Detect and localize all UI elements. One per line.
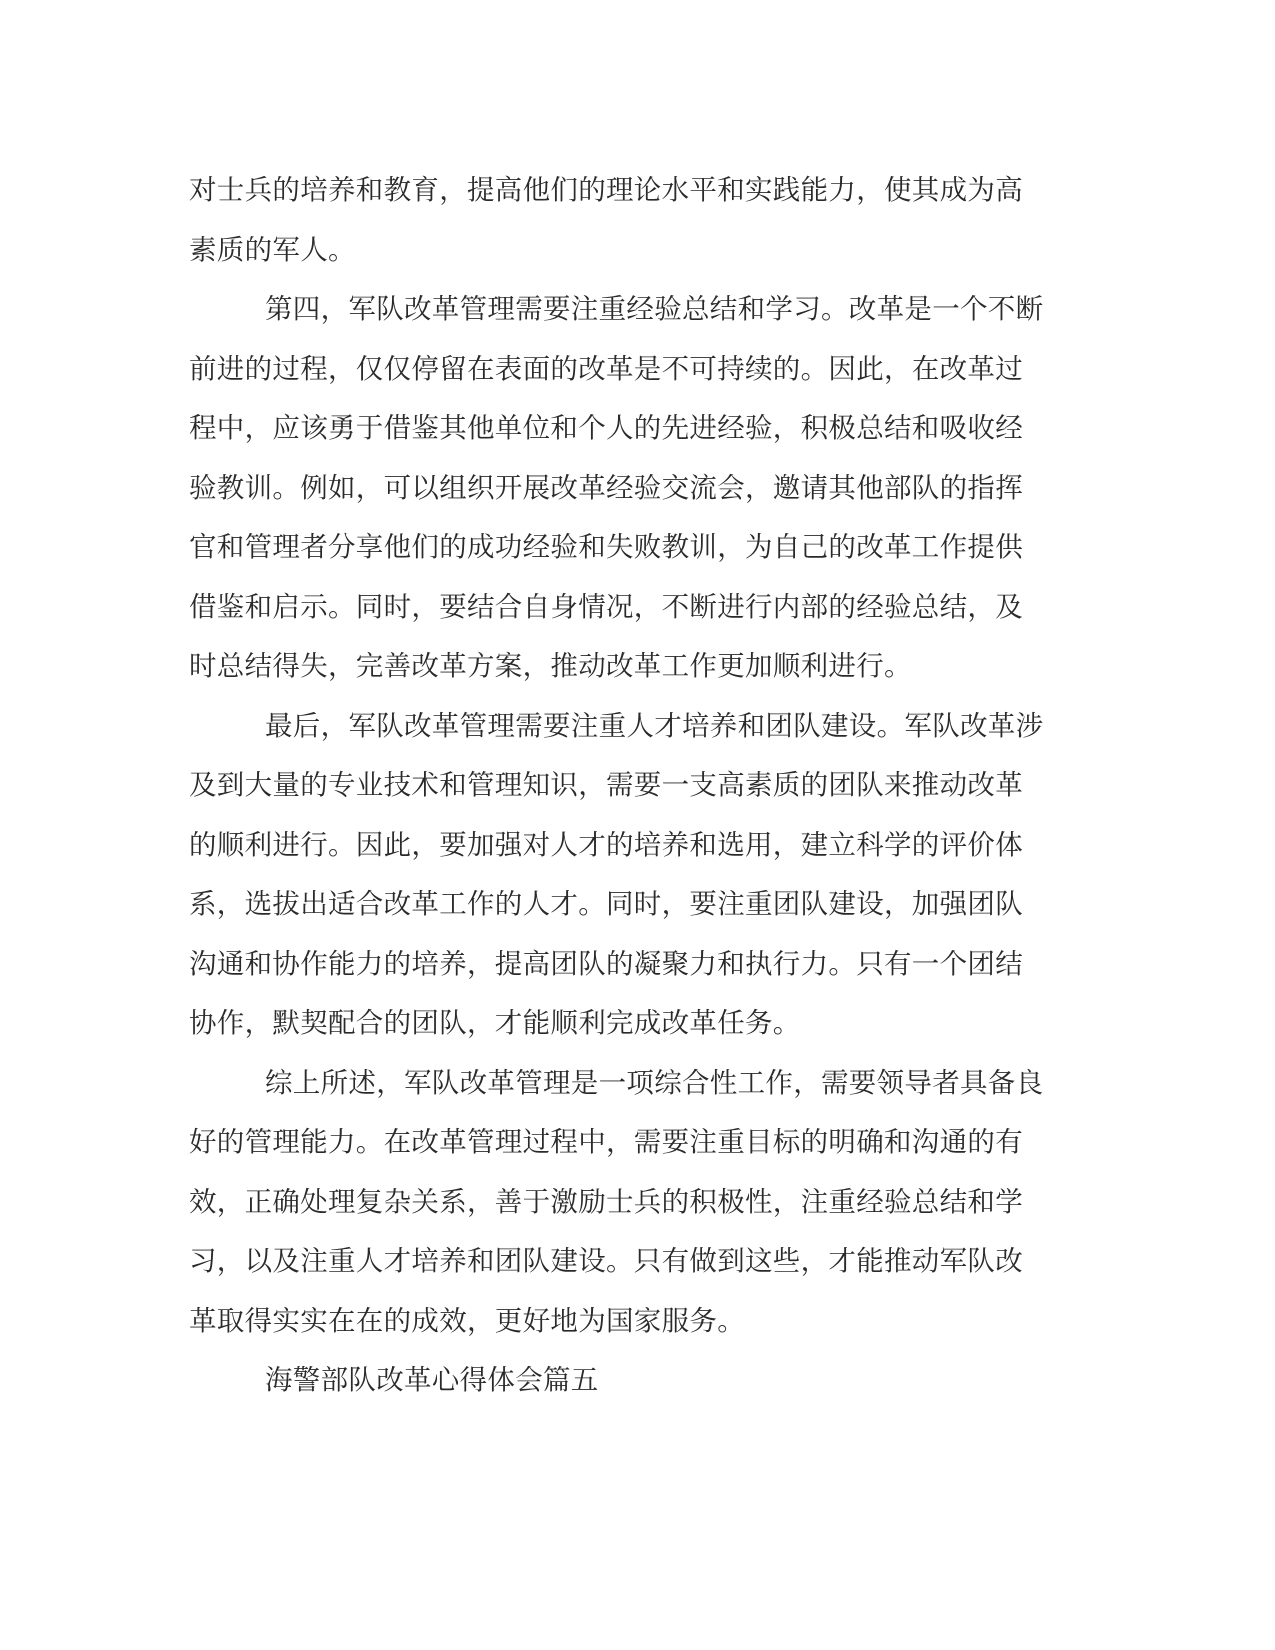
text-line: 沟通和协作能力的培养，提高团队的凝聚力和执行力。只有一个团结 xyxy=(189,947,1023,980)
text-line: 素质的军人。 xyxy=(189,233,356,266)
text-line: 习，以及注重人才培养和团队建设。只有做到这些，才能推动军队改 xyxy=(189,1245,1023,1277)
paragraph-first-line: 综上所述，军队改革管理是一项综合性工作，需要领导者具备良 xyxy=(265,1066,1044,1099)
text-line: 验教训。例如，可以组织开展改革经验交流会，邀请其他部队的指挥 xyxy=(189,471,1023,504)
paragraph-first-line: 第四，军队改革管理需要注重经验总结和学习。改革是一个不断 xyxy=(265,293,1044,325)
text-line: 程中，应该勇于借鉴其他单位和个人的先进经验，积极总结和吸收经 xyxy=(189,412,1023,444)
text-line: 时总结得失，完善改革方案，推动改革工作更加顺利进行。 xyxy=(189,650,912,682)
text-line: 效，正确处理复杂关系，善于激励士兵的积极性，注重经验总结和学 xyxy=(189,1185,1023,1218)
paragraph-first-line: 最后，军队改革管理需要注重人才培养和团队建设。军队改革涉 xyxy=(265,709,1044,742)
text-line: 协作，默契配合的团队，才能顺利完成改革任务。 xyxy=(189,1007,801,1039)
text-line: 借鉴和启示。同时，要结合自身情况，不断进行内部的经验总结，及 xyxy=(189,590,1023,623)
text-line: 好的管理能力。在改革管理过程中，需要注重目标的明确和沟通的有 xyxy=(189,1126,1023,1158)
text-line: 系，选拔出适合改革工作的人才。同时，要注重团队建设，加强团队 xyxy=(189,888,1023,920)
text-line: 革取得实实在在的成效，更好地为国家服务。 xyxy=(189,1304,745,1337)
text-line: 前进的过程，仅仅停留在表面的改革是不可持续的。因此，在改革过 xyxy=(189,352,1023,385)
text-line: 官和管理者分享他们的成功经验和失败教训，为自己的改革工作提供 xyxy=(189,531,1023,563)
body-text xyxy=(189,161,1069,1411)
section-heading: 海警部队改革心得体会篇五 xyxy=(265,1364,599,1396)
text-line: 及到大量的专业技术和管理知识，需要一支高素质的团队来推动改革 xyxy=(189,769,1023,801)
text-line: 的顺利进行。因此，要加强对人才的培养和选用，建立科学的评价体 xyxy=(189,828,1023,861)
text-line: 对士兵的培养和教育，提高他们的理论水平和实践能力，使其成为高 xyxy=(189,174,1023,206)
